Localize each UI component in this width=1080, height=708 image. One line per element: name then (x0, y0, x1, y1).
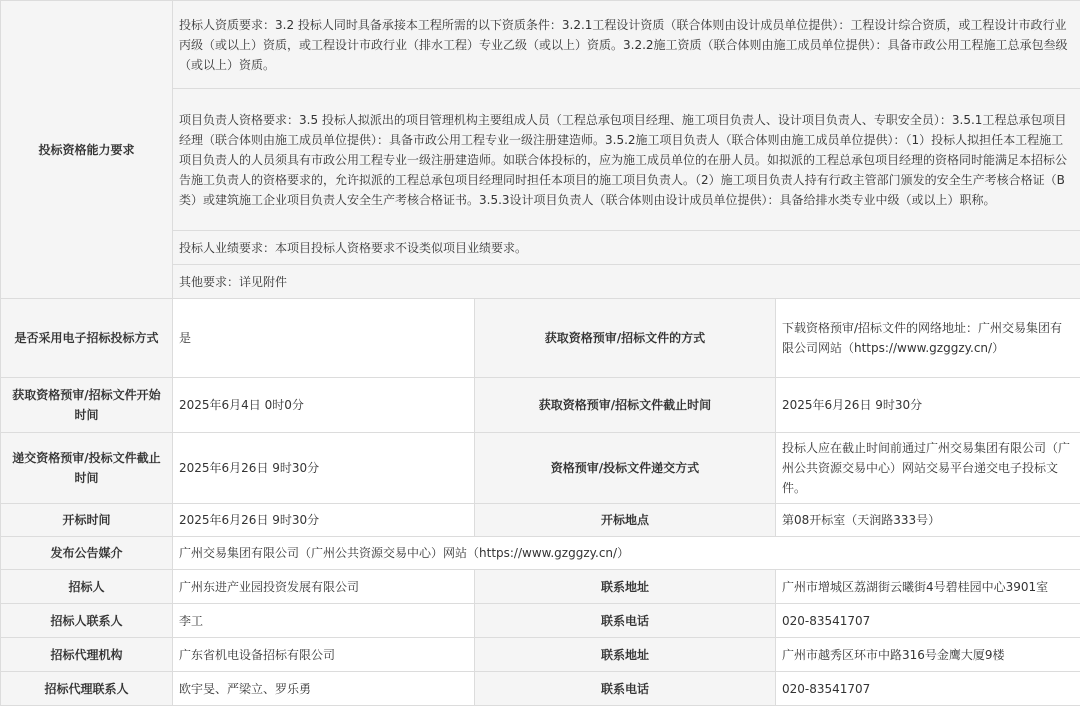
bid-opening-time-label: 开标时间 (1, 504, 173, 537)
submission-deadline-label: 递交资格预审/投标文件截止时间 (1, 433, 173, 504)
bidder-qualification-text: 投标人资质要求：3.2 投标人同时具备承接本工程所需的以下资质条件：3.2.1工程设计资质（联合体则由设计成员单位提供）：工程设计综合资质，或工程设计市政行业丙级（或以上）资质，或工程设计市政行业（排水工程）专业乙级（或以上）资质。3.2.2施工资质（联合体则由施工成员单位提供）：具备市政公用工程施工总承包叁级（或以上）资质。 (173, 1, 1080, 89)
document-start-time-value: 2025年6月4日 0时0分 (173, 378, 475, 433)
table-row (1, 570, 1080, 604)
tenderer-contact-label: 招标人联系人 (1, 604, 173, 638)
bid-opening-place-label: 开标地点 (475, 504, 776, 537)
tenderer-phone-label: 联系电话 (475, 604, 776, 638)
table-row (1, 604, 1080, 638)
qualification-label: 投标资格能力要求 (1, 1, 173, 299)
agency-value: 广东省机电设备招标有限公司 (173, 638, 475, 672)
agency-label: 招标代理机构 (1, 638, 173, 672)
agency-contact-value: 欧宇旻、严梁立、罗乐勇 (173, 672, 475, 706)
tenderer-address-label: 联系地址 (475, 570, 776, 604)
table-row (1, 433, 1080, 504)
table-row (1, 537, 1080, 570)
document-obtain-method-label: 获取资格预审/招标文件的方式 (475, 299, 776, 378)
bid-opening-place-value: 第08开标室（天润路333号） (776, 504, 1080, 537)
publication-media-value: 广州交易集团有限公司（广州公共资源交易中心）网站（https://www.gzggzy.cn/） (173, 537, 1080, 570)
document-obtain-method-value: 下载资格预审/招标文件的网络地址：广州交易集团有限公司网站（https://www.gzggzy.cn/） (776, 299, 1080, 378)
electronic-bidding-value: 是 (173, 299, 475, 378)
bid-opening-time-value: 2025年6月26日 9时30分 (173, 504, 475, 537)
other-requirement-text: 其他要求：详见附件 (173, 265, 1080, 299)
table-row (1, 299, 1080, 378)
table-row (1, 638, 1080, 672)
submission-method-label: 资格预审/投标文件递交方式 (475, 433, 776, 504)
agency-phone-label: 联系电话 (475, 672, 776, 706)
tenderer-address-value: 广州市增城区荔湖街云曦街4号碧桂园中心3901室 (776, 570, 1080, 604)
document-end-time-value: 2025年6月26日 9时30分 (776, 378, 1080, 433)
table-row (1, 504, 1080, 537)
submission-method-value: 投标人应在截止时间前通过广州交易集团有限公司（广州公共资源交易中心）网站交易平台递交电子投标文件。 (776, 433, 1080, 504)
table-row (1, 378, 1080, 433)
agency-address-value: 广州市越秀区环市中路316号金鹰大厦9楼 (776, 638, 1080, 672)
document-start-time-label: 获取资格预审/招标文件开始时间 (1, 378, 173, 433)
tenderer-value: 广州东进产业园投资发展有限公司 (173, 570, 475, 604)
manager-qualification-text: 项目负责人资格要求：3.5 投标人拟派出的项目管理机构主要组成人员（工程总承包项目经理、施工项目负责人、设计项目负责人、专职安全员）：3.5.1工程总承包项目经理（联合体则由施工成员单位提供）：具备市政公用工程专业一级注册建造师。3.5.2施工项目负责人（联合体则由施工成员单位提供）：（1）投标人拟担任本工程施工项目负责人的人员须具有市政公用工程专业一级注册建造师。如联合体投标的，应为施工成员单位的在册人员。如拟派的工程总承包项目经理的资格同时能满足本招标公告施工负责人的资格要求的，允许拟派的工程总承包项目经理同时担任本项目的施工项目负责人。（2）施工项目负责人持有行政主管部门颁发的安全生产考核合格证（B类）或建筑施工企业项目负责人安全生产考核合格证书。3.5.3设计项目负责人（联合体则由设计成员单位提供）：具备给排水类专业中级（或以上）职称。 (173, 89, 1080, 231)
submission-deadline-value: 2025年6月26日 9时30分 (173, 433, 475, 504)
document-end-time-label: 获取资格预审/招标文件截止时间 (475, 378, 776, 433)
table-row (1, 672, 1080, 706)
tenderer-contact-value: 李工 (173, 604, 475, 638)
qualification-row-bidder (1, 1, 1080, 89)
agency-phone-value: 020-83541707 (776, 672, 1080, 706)
performance-requirement-text: 投标人业绩要求：本项目投标人资格要求不设类似项目业绩要求。 (173, 231, 1080, 265)
tenderer-phone-value: 020-83541707 (776, 604, 1080, 638)
electronic-bidding-label: 是否采用电子招标投标方式 (1, 299, 173, 378)
publication-media-label: 发布公告媒介 (1, 537, 173, 570)
tenderer-label: 招标人 (1, 570, 173, 604)
agency-contact-label: 招标代理联系人 (1, 672, 173, 706)
agency-address-label: 联系地址 (475, 638, 776, 672)
